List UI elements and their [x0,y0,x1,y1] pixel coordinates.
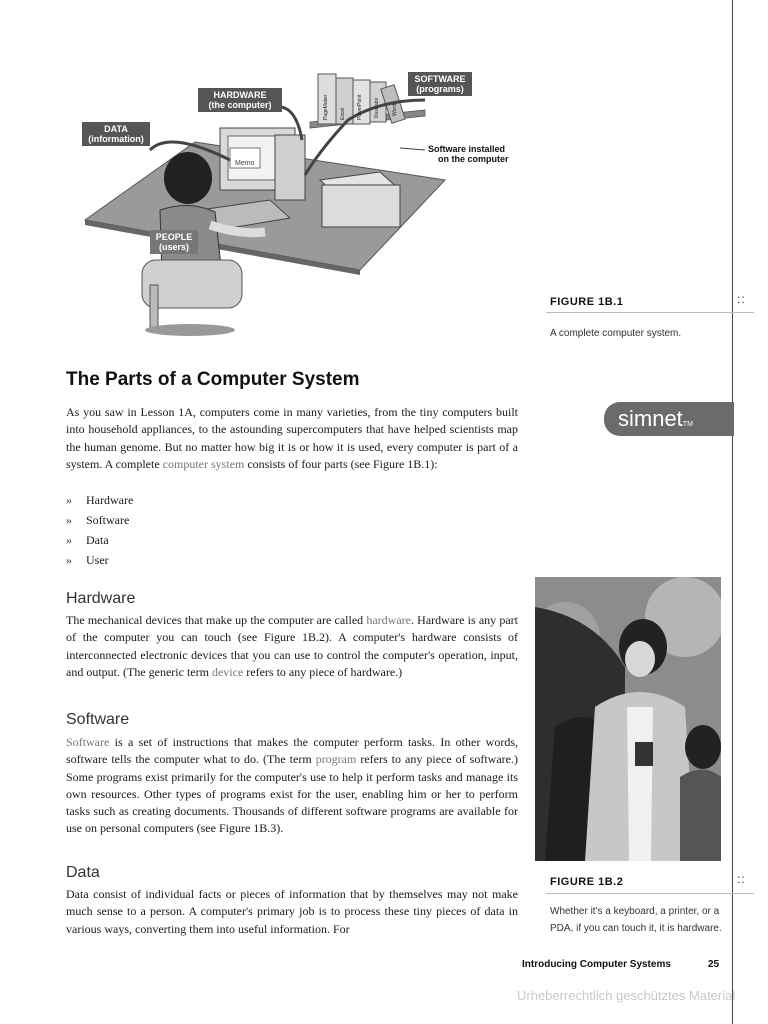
people-callout: PEOPLE (users) [150,230,198,254]
term-software: Software [66,735,110,749]
figure-1-illustration [80,60,510,340]
data-heading: Data [66,864,100,881]
list-item: » Software [66,513,130,527]
intro-paragraph: As you saw in Lesson 1A, computers come in many varieties, from the tiny computers built into household appliances, to the astounding supercomputers that have helped scientists map the human genome. But no matter how big it is or how it is used, every computer is part of a system. A complete computer system consists of four parts (see Figure 1B.1): [66,405,518,471]
figure-1-caption: A complete computer system. [550,328,682,339]
figure-1-rule [546,312,754,313]
margin-dots-icon: :: [737,872,746,886]
computer-system-drawing [80,60,510,340]
book-spine-label: Excel [340,107,346,120]
margin-dots-icon: :: [737,292,746,306]
figure-2-rule [546,893,754,894]
term-hardware: hardware [366,613,411,627]
parts-list [66,490,133,570]
hardware-heading: Hardware [66,590,136,607]
figure-2-label: FIGURE 1B.2 [550,876,624,888]
data-paragraph: Data consist of individual facts or pieces of information that by themselves may not make much sense to a person. A computer's primary job is to process these tiny pieces of data in various ways, converting them into useful information. For [66,887,518,936]
term-computer-system: computer system [162,456,245,471]
book-spine-label: Illustrator [374,97,380,118]
figure-2-photo [535,577,721,861]
data-callout: DATA (information) [82,122,150,146]
installed-annotation: Software installed on the computer [428,144,509,164]
running-footer-title: Introducing Computer Systems [522,959,671,970]
book-spine-label: PowerPoint [357,94,363,120]
list-item: » User [66,553,109,567]
page-number: 25 [708,959,720,970]
term-program: program [315,752,357,767]
book-spine-label: Word [392,104,398,116]
software-callout: SOFTWARE (programs) [408,72,472,96]
figure-2-caption: Whether it's a keyboard, a printer, or a PDA, if you can touch it, it is hardware. [550,906,722,934]
software-paragraph: Software is a set of instructions that makes the computer perform tasks. In other words, software tells the computer what to do. (The term program refers to any piece of software.) Some programs exist primarily for the computer's use to help it perform tasks and manage its own resources. Other types of programs exist for the user, enabling him or her to perform tasks such as creating documents. Thousands of different software programs are available for use on personal computers (see Figure 1B.3). [66,735,518,836]
book-spine-label: PageMaker [323,94,329,120]
software-heading: Software [66,711,130,728]
simnet-badge[interactable]: simnet™ [604,402,734,436]
list-item: » Hardware [66,493,134,507]
watermark-text: Urheberrechtlich geschütztes Material [517,988,736,1003]
term-device: device [211,664,244,679]
section-title: The Parts of a Computer System [66,369,360,390]
figure-1-label: FIGURE 1B.1 [550,296,624,308]
margin-rule [732,0,733,1024]
list-item: » Data [66,533,109,547]
hardware-paragraph: The mechanical devices that make up the computer are called hardware. Hardware is any part of the computer you can touch (see Figure 1B.2). A computer's hardware consists of interconnected electronic devices that you can use to control the computer's operation, input, and output. (The generic term device refers to any piece of hardware.) [66,613,518,679]
hardware-callout: HARDWARE (the computer) [198,88,282,112]
memo-label: Memo [235,160,255,167]
